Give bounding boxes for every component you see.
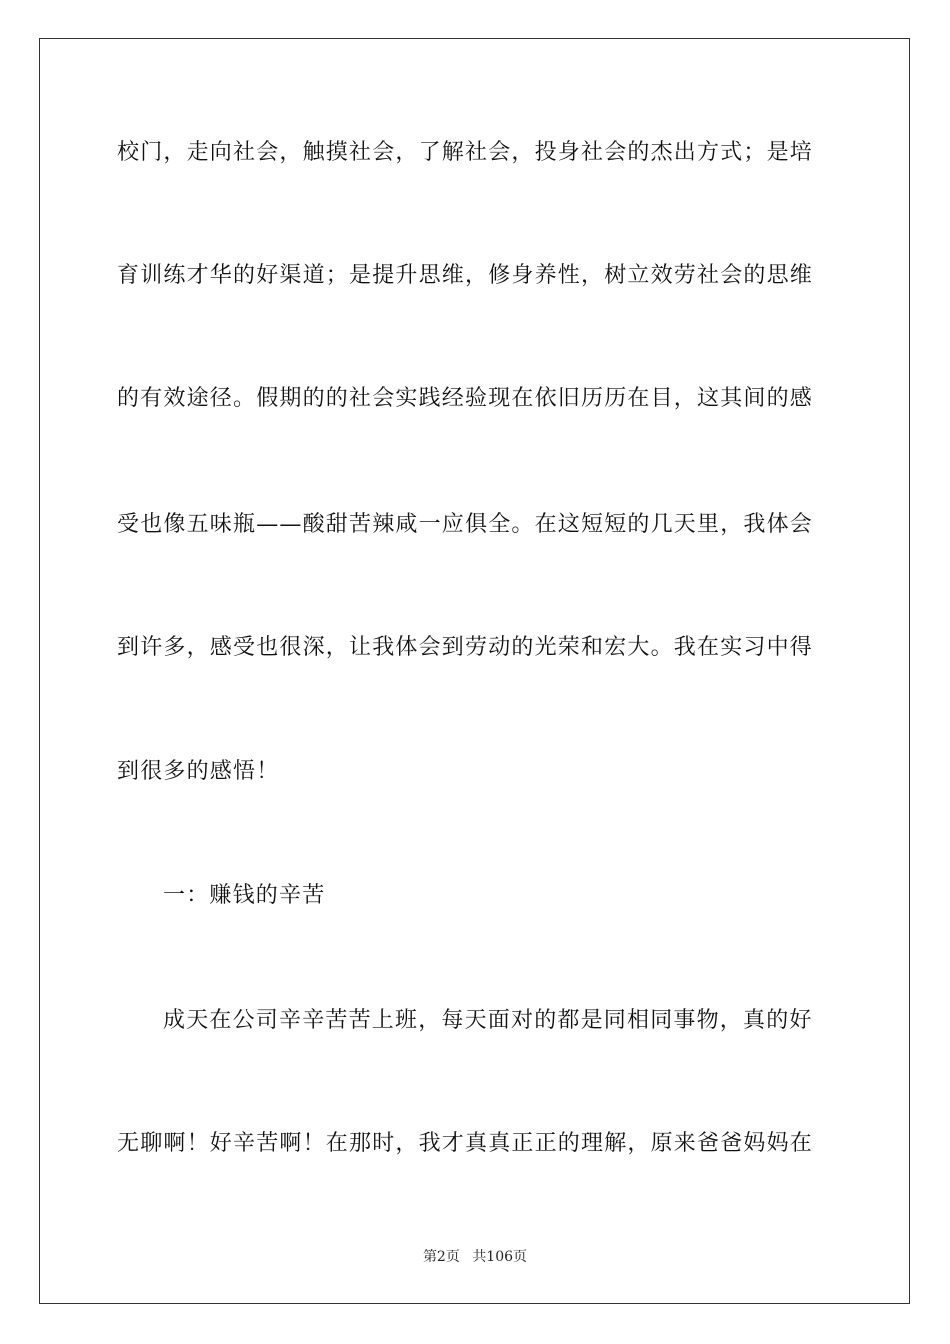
- page-total: 共106页: [472, 1249, 528, 1265]
- paragraph-line: 育训练才华的好渠道；是提升思维，修身养性，树立效劳社会的思维: [117, 263, 814, 288]
- paragraph-line: 校门，走向社会，触摸社会，了解社会，投身社会的杰出方式；是培: [117, 140, 814, 165]
- page-frame: [39, 38, 910, 1304]
- paragraph-line: 到许多，感受也很深，让我体会到劳动的光荣和宏大。我在实习中得: [117, 635, 814, 660]
- section-heading: 一：赚钱的辛苦: [163, 883, 326, 908]
- paragraph-line: 成天在公司辛辛苦苦上班，每天面对的都是同相同事物，真的好: [163, 1008, 813, 1033]
- page-number: 第2页: [422, 1249, 460, 1265]
- paragraph-line: 受也像五味瓶——酸甜苦辣咸一应俱全。在这短短的几天里，我体会: [117, 512, 814, 537]
- paragraph-line: 到很多的感悟！: [117, 759, 280, 784]
- page-footer: [0, 1247, 950, 1267]
- paragraph-line: 的有效途径。假期的的社会实践经验现在依旧历历在目，这其间的感: [117, 386, 814, 411]
- paragraph-line: 无聊啊！好辛苦啊！在那时，我才真真正正的理解，原来爸爸妈妈在: [117, 1131, 814, 1156]
